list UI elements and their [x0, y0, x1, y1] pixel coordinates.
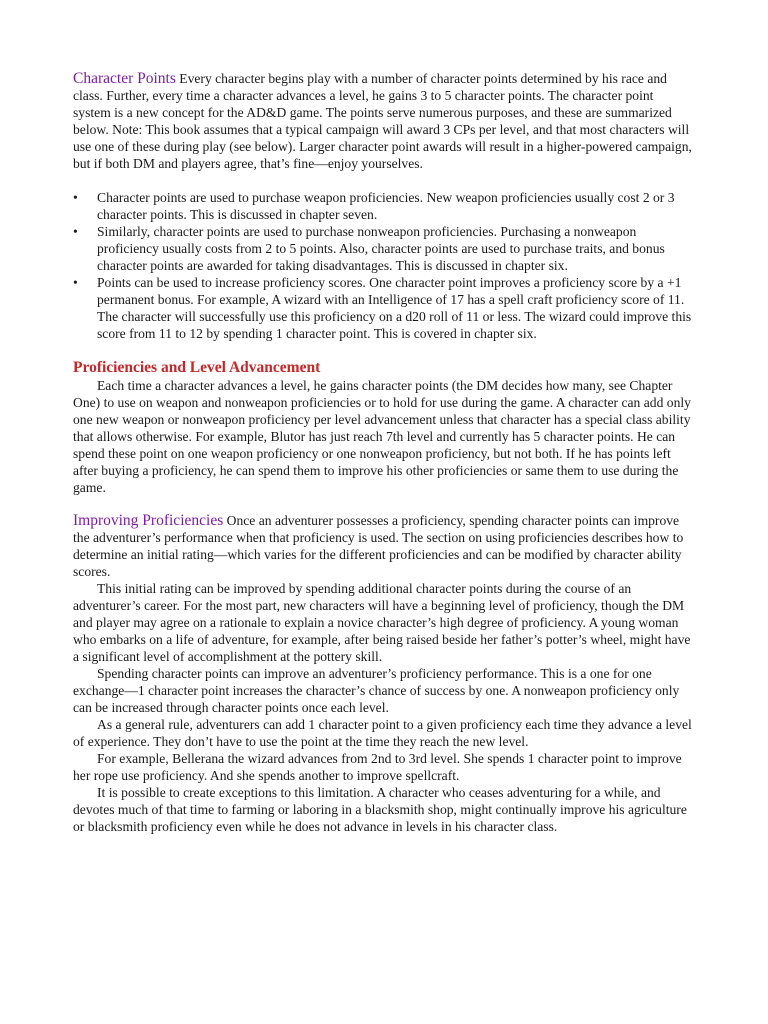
document-page — [73, 70, 693, 835]
bullet-icon: • — [73, 275, 78, 290]
improving-text: Once an adventurer possesses a proficiency, spending character points can improve the adventurer’s performance when that proficiency is used. The section on using proficiencies describes how to determine an initial rating—which varies for the different proficiencies and can be modified by character ability scores. — [73, 513, 684, 579]
improving-paragraph — [73, 512, 693, 580]
list-item — [73, 223, 693, 274]
proficiencies-level-paragraph: Each time a character advances a level, he gains character points (the DM decides how many, see Chapter One) to use on weapon and nonweapon proficiencies or to hold for use during the game. A character can add only one new weapon or nonweapon proficiency per level advancement unless that character has a special class ability that allows otherwise. For example, Blutor has just reach 7th level and currently has 5 character points. He can spend these point on one weapon proficiency or one nonweapon proficiency, but not both. If he has points left after buying a proficiency, he can spend them to improve his other proficiencies or same them to use during the game. — [73, 378, 691, 495]
character-points-text: Every character begins play with a number of character points determined by his race and class. Further, every time a character advances a level, he gains 3 to 5 character points. The character point system is a new concept for the AD&D game. The points serve numerous purposes, and these are summarized below. Note: This book assumes that a typical campaign will award 3 CPs per level, and that most characters will use one of these during play (see below). Larger character point awards will result in a higher-powered campaign, but if both DM and players agree, that’s fine—enjoy yourselves. — [73, 71, 692, 171]
list-item — [73, 274, 693, 342]
bullet-text: Similarly, character points are used to purchase nonweapon proficiencies. Purchasing a nonweapon proficiency usually costs from 2 to 5 points. Also, character points are used to purchase traits, and bonus character points are awarded for taking disadvantages. This is discussed in chapter six. — [97, 224, 665, 273]
character-points-heading: Character Points — [73, 70, 176, 87]
improving-heading: Improving Proficiencies — [73, 512, 224, 529]
bullet-icon: • — [73, 224, 78, 239]
bullet-text: Character points are used to purchase weapon proficiencies. New weapon proficiencies usually cost 2 or 3 character points. This is discussed in chapter seven. — [97, 190, 675, 222]
list-item — [73, 189, 693, 223]
bullet-icon: • — [73, 190, 78, 205]
improving-paragraph-4: As a general rule, adventurers can add 1 character point to a given proficiency each time they advance a level of experience. They don’t have to use the point at the time they reach the new level. — [73, 717, 692, 749]
improving-paragraph-3: Spending character points can improve an adventurer’s proficiency performance. This is a one for one exchange—1 character point increases the character’s chance of success by one. A nonweapon proficiency only can be increased through character points once each level. — [73, 666, 680, 715]
character-points-paragraph — [73, 70, 693, 172]
character-points-bullet-list — [73, 189, 693, 342]
proficiencies-level-heading: Proficiencies and Level Advancement — [73, 359, 321, 376]
improving-paragraph-5: For example, Bellerana the wizard advances from 2nd to 3rd level. She spends 1 character point to improve her rope use proficiency. And she spends another to improve spellcraft. — [73, 751, 682, 783]
improving-paragraph-6: It is possible to create exceptions to this limitation. A character who ceases adventuring for a while, and devotes much of that time to farming or laboring in a blacksmith shop, might continually improve his agriculture or blacksmith proficiency even while he does not advance in levels in his character class. — [73, 785, 687, 834]
bullet-text: Points can be used to increase proficiency scores. One character point improves a proficiency score by a +1 permanent bonus. For example, A wizard with an Intelligence of 17 has a spell craft proficiency score of 11. The character will successfully use this proficiency on a d20 roll of 11 or less. The wizard could improve this score from 11 to 12 by spending 1 character point. This is covered in chapter six. — [97, 275, 692, 341]
improving-paragraph-2: This initial rating can be improved by spending additional character points during the course of an adventurer’s career. For the most part, new characters will have a beginning level of proficiency, though the DM and player may agree on a rationale to explain a novice character’s high degree of proficiency. A young woman who embarks on a life of adventure, for example, after being raised beside her father’s potter’s wheel, might have a significant level of accomplishment at the pottery skill. — [73, 581, 691, 664]
